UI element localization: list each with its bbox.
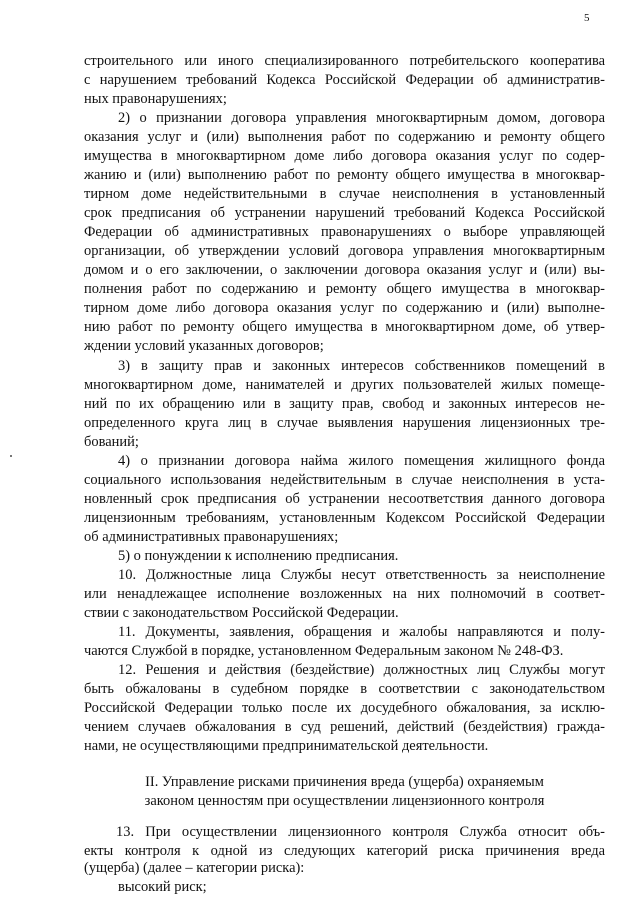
body-line: Российской Федерации только после их досудебного обжалования, за исклю-: [84, 700, 605, 717]
body-line: нию работ по ремонту общего имущества в многоквартирном доме, об утвер-: [84, 319, 605, 336]
body-line: с нарушением требований Кодекса Российской Федерации об административ-: [84, 72, 605, 89]
body-line: тирном доме либо договора оказания услуг по содержанию и (или) выполне-: [84, 300, 605, 317]
body-line: бований;: [84, 433, 139, 450]
body-line: высокий риск;: [118, 878, 207, 895]
body-line: тирном доме недействительными в случае неисполнения в установленный: [84, 186, 605, 203]
body-line: полнения работ по содержанию и ремонту общего имущества в многоквар-: [84, 281, 605, 298]
body-line: срок предписания об устранении нарушений требований Кодекса Российской: [84, 205, 605, 222]
page-number: 5: [584, 12, 590, 24]
body-line: ний по их обращению или в защиту прав, свобод и законных интересов не-: [84, 395, 605, 412]
body-line: чаются Службой в порядке, установленном Федеральным законом № 248-ФЗ.: [84, 642, 564, 659]
body-line: ствии с законодательством Российской Федерации.: [84, 604, 399, 621]
paragraph-start: 10. Должностные лица Службы несут ответственность за неисполнение: [118, 566, 605, 583]
body-line: домом и о его заключении, о заключении договора оказания услуг и (или) вы-: [84, 262, 605, 279]
body-line: или ненадлежащее исполнение возложенных на них полномочий в соответ-: [84, 585, 605, 602]
body-line: екты контроля к одной из следующих категорий риска причинения вреда: [84, 842, 605, 859]
body-line: многоквартирном доме, нанимателей и других пользователей жилых помеще-: [84, 376, 605, 393]
paragraph-start: 12. Решения и действия (бездействие) должностных лиц Службы могут: [118, 662, 605, 678]
list-item-start: 4) о признании договора найма жилого помещения жилищного фонда: [118, 452, 605, 469]
body-line: социального использования недействительным в случае неисполнения в уста-: [84, 471, 605, 488]
body-line: организации, об утверждении условий договора управления многоквартирным: [84, 243, 605, 260]
body-line: ных правонарушениях;: [84, 91, 227, 108]
body-line: Федерации об административных правонарушениях о выборе управляющей: [84, 224, 605, 241]
scan-mark: [10, 455, 12, 457]
body-line: (ущерба) (далее – категории риска):: [84, 859, 305, 876]
paragraph-start: 13. При осуществлении лицензионного контроля Служба относит объ-: [116, 823, 605, 840]
list-item-start: 3) в защиту прав и законных интересов собственников помещений в: [118, 357, 605, 374]
body-line: оказания услуг и (или) выполнения работ по содержанию и ремонту общего: [84, 129, 605, 146]
body-line: строительного или иного специализированного потребительского кооператива: [84, 53, 605, 69]
section-heading: II. Управление рисками причинения вреда (ущерба) охраняемым: [145, 774, 544, 791]
body-line: нами, не осуществляющими предпринимательской деятельности.: [84, 738, 489, 755]
body-line: ждении условий указанных договоров;: [84, 338, 324, 355]
paragraph-start: 11. Документы, заявления, обращения и жалобы направляются и полу-: [118, 623, 605, 640]
body-line: чением случаев обжалования в суд решений, действий (бездействия) гражда-: [84, 719, 605, 736]
list-item-start: 2) о признании договора управления многоквартирным домом, договора: [118, 110, 605, 127]
section-heading: законом ценностям при осуществлении лицензионного контроля: [144, 793, 545, 810]
body-line: жанию и (или) выполнению работ по ремонту общего имущества в многоквар-: [84, 167, 605, 184]
body-line: быть обжалованы в судебном порядке в соответствии с законодательством: [84, 681, 605, 698]
body-line: определенного круга лиц в случае выявления нарушения лицензионных тре-: [84, 414, 605, 431]
body-line: об административных правонарушениях;: [84, 528, 339, 545]
body-line: лицензионным требованиям, установленным Кодексом Российской Федерации: [84, 509, 605, 526]
body-line: новленный срок предписания об устранении несоответствия данного договора: [84, 490, 605, 507]
list-item-start: 5) о понуждении к исполнению предписания.: [118, 547, 399, 564]
body-line: имущества в многоквартирном доме либо договора оказания услуг по содер-: [84, 148, 605, 165]
